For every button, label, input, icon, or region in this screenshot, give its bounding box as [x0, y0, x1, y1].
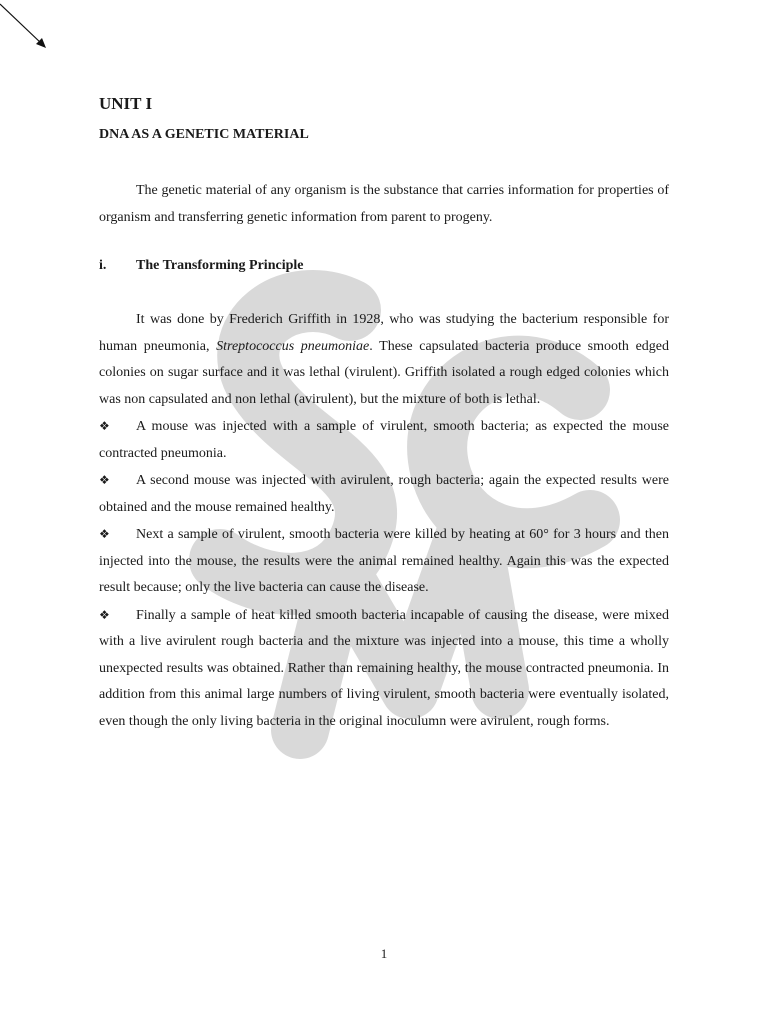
- intro-paragraph: The genetic material of any organism is the substance that carries information for properties of organism and transferring genetic information from parent to progeny.: [99, 183, 669, 225]
- experiment-list: [99, 413, 669, 735]
- diamond-bullet-icon: ❖: [99, 607, 110, 622]
- list-item-text: A second mouse was injected with avirulent, rough bacteria; again the expected results were obtained and the mouse remained healthy.: [99, 473, 669, 515]
- list-item-text: A mouse was injected with a sample of virulent, smooth bacteria; as expected the mouse contracted pneumonia.: [99, 419, 669, 461]
- corner-arrow-icon: [0, 0, 50, 50]
- list-item: [99, 521, 669, 602]
- diamond-bullet-icon: ❖: [99, 419, 110, 433]
- griffith-text-start: It was done by Frederich Griffith in 1928, who was studying the bacterium responsible for human pneumonia,: [99, 312, 669, 354]
- list-item: [99, 467, 669, 521]
- chapter-title: DNA AS A GENETIC MATERIAL: [99, 127, 309, 142]
- diamond-bullet-icon: ❖: [99, 527, 110, 541]
- list-item-text: Finally a sample of heat killed smooth bacteria incapable of causing the disease, were mixed with a live avirulent rough bacteria and the mixture was injected into a mouse, this time a wholly unexpected results was obtained. Rather than remaining healthy, the mouse contracted pneumonia. In addition from this animal large numbers of living virulent, smooth bacteria were eventually isolated, even though the only living bacteria in the original inoculumn were avirulent, rough forms.: [99, 607, 669, 729]
- document-page: [99, 92, 669, 735]
- list-item: [99, 602, 669, 736]
- diamond-bullet-icon: ❖: [99, 473, 110, 487]
- section-number: i.: [99, 258, 107, 273]
- unit-title: UNIT I: [99, 94, 153, 113]
- section-title: The Transforming Principle: [136, 258, 304, 273]
- list-item: [99, 413, 669, 467]
- species-name: Streptococcus pneumoniae: [216, 338, 370, 354]
- page-number: 1: [380, 946, 388, 961]
- griffith-paragraph: [99, 307, 669, 413]
- list-item-text: Next a sample of virulent, smooth bacteria were killed by heating at 60° for 3 hours and then injected into the mouse, the results were the animal remained healthy. Again this was the expected result because; only the live bacteria can cause the disease.: [99, 527, 669, 595]
- section-heading: [99, 257, 669, 275]
- griffith-text-end: . These capsulated bacteria produce smooth edged colonies on sugar surface and it was lethal (virulent). Griffith isolated a rough edged colonies which was non capsulated and non lethal (avirulent), but the mixture of both is lethal.: [99, 338, 669, 407]
